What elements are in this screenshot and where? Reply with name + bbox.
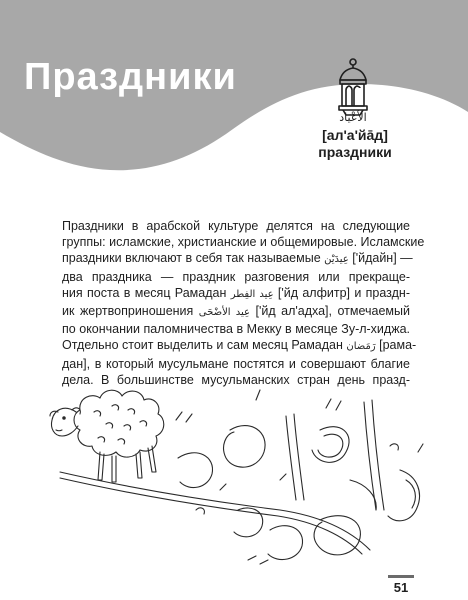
text-run: ['йд ал'адха], отмечаемый [250,304,410,319]
lantern-icon [334,58,372,118]
text-run: два праздника — праздник разговения или прекраще- [62,269,410,284]
paragraph-line [62,250,413,268]
paragraph-line [62,269,410,285]
text-run: по окончании паломничества в Мекку в месяце Зу-л-хиджа. [62,322,410,337]
sheep-drawing [50,390,164,482]
paragraph-line [62,321,410,337]
text-run: дан], в который мусульмане постятся и совершают благие [62,356,410,371]
paragraph-line [62,303,410,321]
text-run: ния поста в месяц Рамадан [62,285,231,300]
arabic-calligraphy [60,390,423,564]
text-run: ['йд алфитр] и праздн- [273,285,410,300]
text-run: ['йдайн] — [348,251,413,266]
paragraph-line [62,337,417,355]
arabic-term: الأعْيَاد [339,111,367,124]
header-background [0,0,468,200]
arabic-word: رَمَضان [346,341,376,353]
term-translation: праздники [318,144,392,160]
term-transliteration: [ал'а'йа̄д] [322,127,388,143]
text-run: Отдельно стоит выделить и сам месяц Рамадан [62,338,347,353]
text-run: группы: исламские, христианские и общемировые. Исламские [62,235,425,250]
text-run: [рама- [375,338,417,353]
arabic-word: عِيدَيْن [324,254,349,266]
sheep-calligraphy-illustration [20,360,450,585]
chapter-title: Праздники [24,56,237,98]
paragraph-line [62,285,410,303]
text-run: праздники включают в себя так называемые [62,251,325,266]
page-number-bar [388,575,414,578]
text-run: Праздники в арабской культуре делятся на следующие [62,219,410,233]
arabic-word: عِيد الأضْحَى [198,307,250,319]
text-run: ик жертвоприношения [62,304,199,319]
paragraph-line [62,234,425,250]
paragraph-line [62,218,410,234]
arabic-word: عِيد الفِطر [230,288,274,300]
page-number: 51 [393,580,409,595]
text-run: дела. В большинстве мусульманских стран день празд- [62,372,410,387]
